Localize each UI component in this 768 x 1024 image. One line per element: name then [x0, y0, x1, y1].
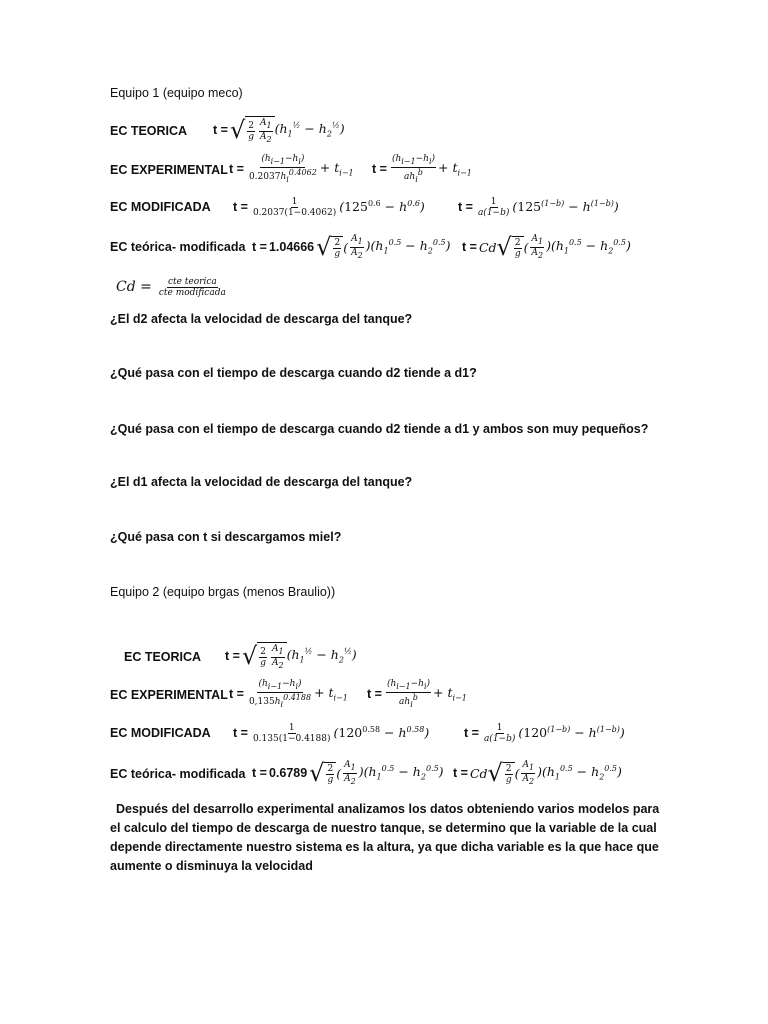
section-2-teorica-mod-const: 0.6789 — [268, 766, 308, 780]
section-1-eq-teorica: t = √ $\frac{2}{g}$ $\frac{A_1}{A_2}$ $(h_1^{\frac{1}{2}} - h_2^{\frac{1}{2}})$ — [213, 116, 345, 144]
section-1-exp-exponent: 0.4062 — [288, 167, 317, 177]
section-2-label-experimental: EC EXPERIMENTAL — [110, 688, 228, 702]
section-1-eq-modificada-1: t = $\frac{1}{0.2037(1-0.4062)}$ $(125^{0.6} - h^{0.6})$ — [233, 196, 425, 218]
cd-denominator: cte modificada — [158, 287, 226, 298]
section-1-exp-coef: 0.2037 — [248, 171, 281, 182]
section-2-mod-exp: 0.58 — [362, 725, 381, 735]
section-1-eq-teorica-mod-1: t = 1.04666 √ $\frac{2}{g}$ ( $\frac{A_1}{A_2}$ )$(h_1^{0.5} - h_2^{0.5})$ — [252, 233, 451, 261]
section-1-mod-exp: 0.6 — [367, 199, 381, 209]
section-1-eq-teorica-mod-2: t = Cd √ $\frac{2}{g}$ ( $\frac{A_1}{A_2}$ )$(h_1^{0.5} - h_2^{0.5})$ — [462, 233, 631, 261]
section-2-eq-experimental-1: t = $\frac{(h_{i-1}-h_i)}{0,135h_i^{0.4188}}$ + $t_{i-1}$ — [229, 678, 348, 709]
question-2: ¿Qué pasa con el tiempo de descarga cuando d2 tiende a d1? — [110, 366, 477, 380]
section-2-label-teorica: EC TEORICA — [124, 650, 202, 664]
section-1-eq-experimental-1: t = $\frac{(h_{i-1}-h_i)}{0.2037h_i^{0.4062}}$ + $t_{i-1}$ — [229, 153, 354, 184]
section-1-mod-base: 125 — [344, 199, 368, 215]
conclusion-paragraph — [110, 800, 670, 876]
section-2-label-teorica-mod: EC teórica- modificada — [110, 767, 246, 781]
section-1-label-teorica: EC TEORICA — [110, 124, 188, 138]
section-1-heading: Equipo 1 (equipo meco) — [110, 86, 243, 100]
section-1-label-experimental: EC EXPERIMENTAL — [110, 163, 228, 177]
question-5: ¿Qué pasa con t si descargamos miel? — [110, 530, 342, 544]
section-2-eq-modificada-2: t = $\frac{1}{a(1-b)}$ $(120^{(1-b)} - h^{(1-b)})$ — [464, 722, 625, 744]
section-1-teorica-mod-const: 1.04666 — [268, 240, 315, 254]
section-1-label-modificada: EC MODIFICADA — [110, 200, 211, 214]
section-1-label-teorica-mod: EC teórica- modificada — [110, 240, 246, 254]
section-2-eq-teorica-mod-2: t = Cd √ $\frac{2}{g}$ ( $\frac{A_1}{A_2}$ )$(h_1^{0.5} - h_2^{0.5})$ — [453, 759, 622, 787]
section-2-eq-modificada-1: t = $\frac{1}{0.135(1-0.4188)}$ $(120^{0.58} - h^{0.58})$ — [233, 722, 430, 744]
section-2-label-modificada: EC MODIFICADA — [110, 726, 211, 740]
section-2-eq-teorica: t = √ $\frac{2}{g}$ $\frac{A_1}{A_2}$ $(h_1^{\frac{1}{2}} - h_2^{\frac{1}{2}})$ — [225, 642, 357, 670]
section-2-exp-coef: 0,135 — [248, 696, 275, 707]
section-2-mod-coef: 0.135(1−0.4188) — [252, 733, 331, 744]
section-2-heading: Equipo 2 (equipo brgas (menos Braulio)) — [110, 585, 336, 599]
section-2-exp-exponent: 0.4188 — [283, 692, 312, 702]
section-2-eq-teorica-mod-1: t = 0.6789 √ $\frac{2}{g}$ ( $\frac{A_1}{A_2}$ )$(h_1^{0.5} - h_2^{0.5})$ — [252, 759, 444, 787]
question-3: ¿Qué pasa con el tiempo de descarga cuando d2 tiende a d1 y ambos son muy pequeños? — [110, 422, 649, 436]
section-1-mod-coef: 0.2037(1−0.4062) — [252, 207, 337, 218]
section-2-eq-experimental-2: t = $\frac{(h_{i-1}-h_i)}{ah_i^b}$ + $t_{i-1}$ — [367, 678, 467, 709]
conclusion-text: Después del desarrollo experimental analizamos los datos obteniendo varios modelos para el calculo del tiempo de descarga de nuestro tanque, se determino que la variable de la cual depende directamente nuestro sistema es la altura, ya que dicha variable es la que hace que aumente o disminuya la velocidad — [110, 802, 660, 873]
section-1-eq-experimental-2: t = $\frac{(h_{i-1}-h_i)}{ah_i^b}$ + $t_{i-1}$ — [372, 153, 472, 184]
question-1: ¿El d2 afecta la velocidad de descarga del tanque? — [110, 312, 413, 326]
section-2-mod-base: 120 — [338, 725, 363, 741]
question-4: ¿El d1 afecta la velocidad de descarga del tanque? — [110, 475, 413, 489]
cd-lhs: Cd = — [116, 279, 152, 295]
section-1-eq-modificada-2: t = $\frac{1}{a(1-b)}$ $(125^{(1-b)} - h^{(1-b)})$ — [458, 196, 619, 218]
cd-formula — [116, 272, 229, 302]
cd-numerator: cte teorica — [167, 276, 217, 287]
